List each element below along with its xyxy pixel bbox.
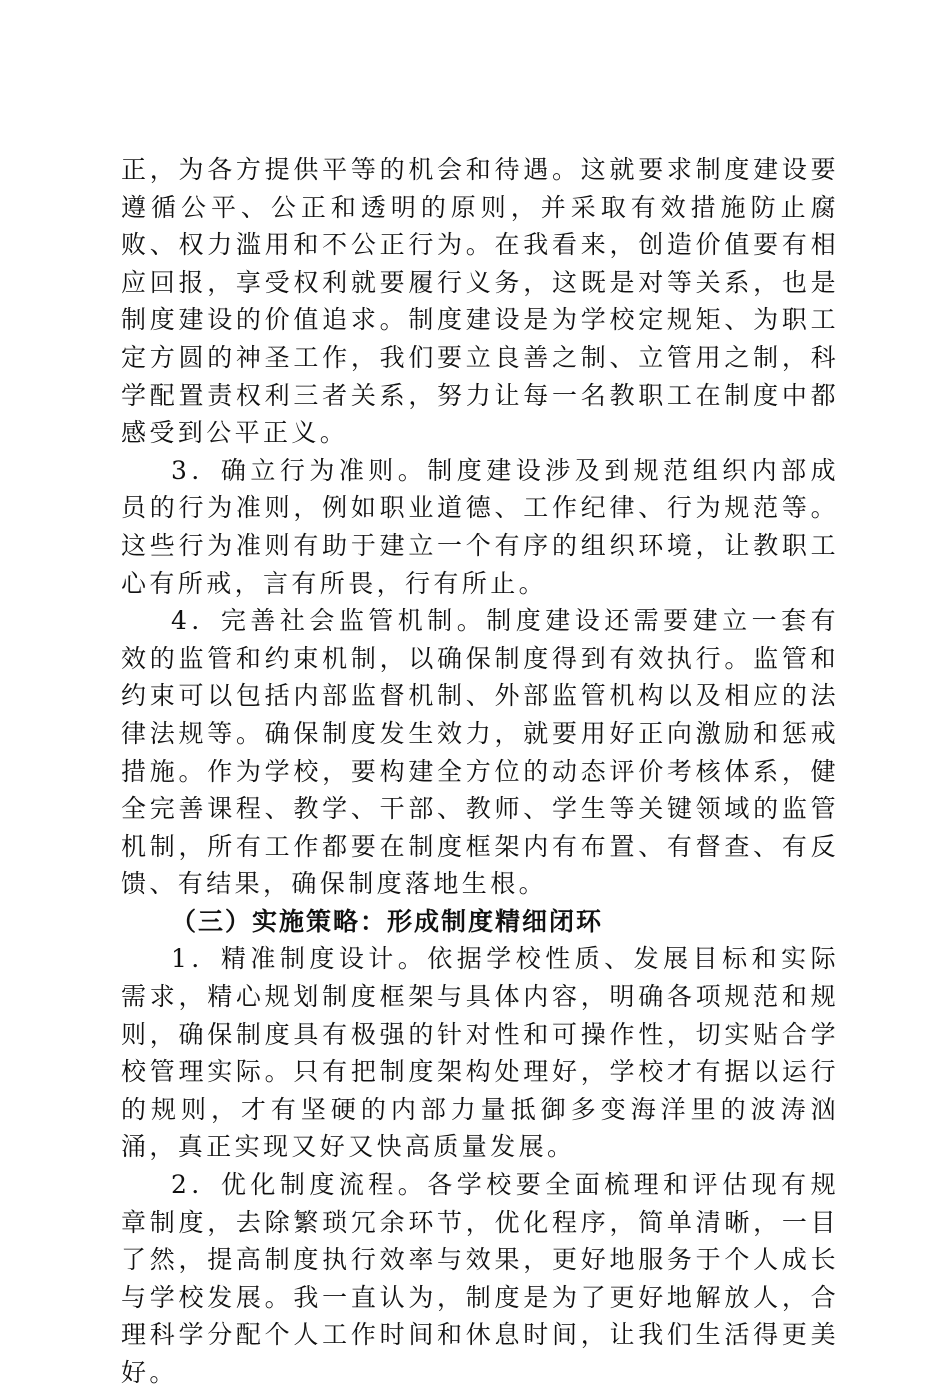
paragraph-continued: 正，为各方提供平等的机会和待遇。这就要求制度建设要遵循公平、公正和透明的原则，并采取有效措施防止腐败、权力滥用和不公正行为。在我看来，创造价值要有相应回报，享受权利就要履行义务，这既是对等关系，也是制度建设的价值追求。制度建设是为学校定规矩、为职工定方圆的神圣工作，我们要立良善之制、立管用之制，科学配置责权利三者关系，努力让每一名教职工在制度中都感受到公平正义。: [121, 155, 839, 448]
paragraph-behavior-norms: 3．确立行为准则。制度建设涉及到规范组织内部成员的行为准则，例如职业道德、工作纪律、行为规范等。这些行为准则有助于建立一个有序的组织环境，让教职工心有所戒，言有所畏，行有所止。: [121, 455, 839, 598]
paragraph-precise-design: 1．精准制度设计。依据学校性质、发展目标和实际需求，精心规划制度框架与具体内容，明确各项规范和规则，确保制度具有极强的针对性和可操作性，切实贴合学校管理实际。只有把制度架构处理好，学校才有据以运行的规则，才有坚硬的内部力量抵御多变海洋里的波涛汹涌，真正实现又好又快高质量发展。: [121, 944, 839, 1162]
section-heading: （三）实施策略：形成制度精细闭环: [171, 906, 604, 936]
paragraph-supervision-mechanism: 4．完善社会监管机制。制度建设还需要建立一套有效的监管和约束机制，以确保制度得到有效执行。监管和约束可以包括内部监督机制、外部监管机构以及相应的法律法规等。确保制度发生效力，就要用好正向激励和惩戒措施。作为学校，要构建全方位的动态评价考核体系，健全完善课程、教学、干部、教师、学生等关键领域的监管机制，所有工作都要在制度框架内有布置、有督查、有反馈、有结果，确保制度落地生根。: [121, 606, 839, 899]
document-body: [121, 151, 839, 1392]
paragraph-optimize-process: 2．优化制度流程。各学校要全面梳理和评估现有规章制度，去除繁琐冗余环节，优化程序，简单清晰，一目了然，提高制度执行效率与效果，更好地服务于个人成长与学校发展。我一直认为，制度是为了更好地解放人，合理科学分配个人工作时间和休息时间，让我们生活得更美好。: [121, 1170, 839, 1387]
